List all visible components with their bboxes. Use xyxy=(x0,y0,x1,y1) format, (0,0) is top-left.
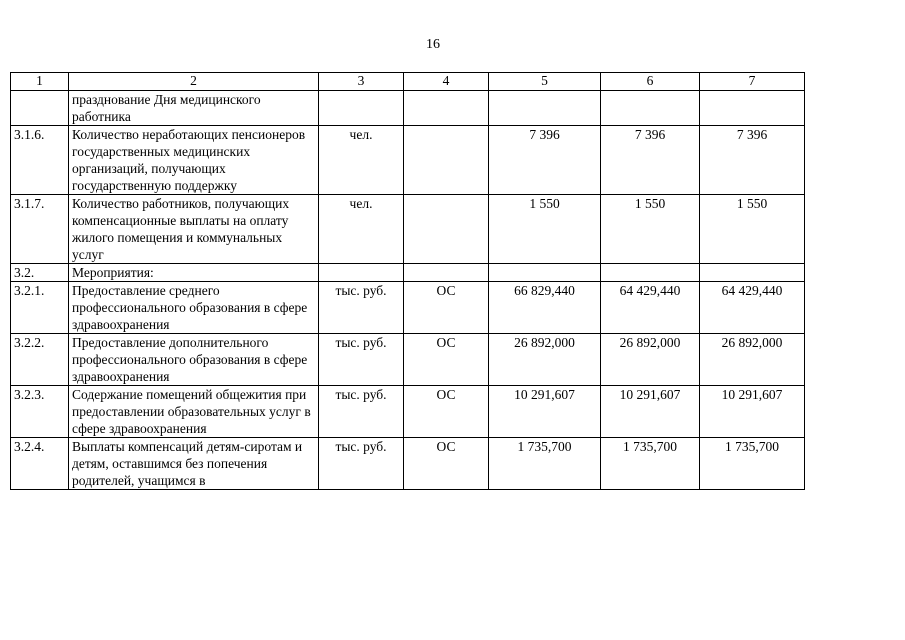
row-source: ОС xyxy=(404,438,489,490)
table-row xyxy=(11,334,805,386)
table-row xyxy=(11,438,805,490)
row-value-6 xyxy=(601,91,700,126)
row-name: Количество работников, получающих компенсационные выплаты на оплату жилого помещения и коммунальных услуг xyxy=(69,195,319,264)
row-value-7: 10 291,607 xyxy=(700,386,805,438)
header-cell: 1 xyxy=(11,73,69,91)
row-source: ОС xyxy=(404,282,489,334)
header-cell: 7 xyxy=(700,73,805,91)
row-unit: тыс. руб. xyxy=(319,282,404,334)
row-name: Выплаты компенсаций детям-сиротам и детям, оставшимся без попечения родителей, учащимся в xyxy=(69,438,319,490)
row-number: 3.2. xyxy=(11,264,69,282)
row-value-5: 26 892,000 xyxy=(489,334,601,386)
row-unit: чел. xyxy=(319,126,404,195)
row-value-5: 66 829,440 xyxy=(489,282,601,334)
row-value-5: 1 735,700 xyxy=(489,438,601,490)
row-value-7 xyxy=(700,264,805,282)
row-number: 3.1.6. xyxy=(11,126,69,195)
row-unit xyxy=(319,264,404,282)
header-cell: 6 xyxy=(601,73,700,91)
table-row xyxy=(11,126,805,195)
row-value-6: 7 396 xyxy=(601,126,700,195)
row-value-6: 10 291,607 xyxy=(601,386,700,438)
row-value-5 xyxy=(489,91,601,126)
row-name: Предоставление среднего профессионального образования в сфере здравоохранения xyxy=(69,282,319,334)
row-value-5: 1 550 xyxy=(489,195,601,264)
row-source xyxy=(404,195,489,264)
row-name: празднование Дня медицинского работника xyxy=(69,91,319,126)
header-cell: 4 xyxy=(404,73,489,91)
row-number: 3.2.4. xyxy=(11,438,69,490)
row-value-6: 1 550 xyxy=(601,195,700,264)
row-number: 3.2.2. xyxy=(11,334,69,386)
row-unit: тыс. руб. xyxy=(319,438,404,490)
table-header-row xyxy=(11,73,805,91)
row-name: Предоставление дополнительного профессионального образования в сфере здравоохранения xyxy=(69,334,319,386)
row-number: 3.1.7. xyxy=(11,195,69,264)
row-number xyxy=(11,91,69,126)
header-cell: 5 xyxy=(489,73,601,91)
row-value-7 xyxy=(700,91,805,126)
row-name: Количество неработающих пенсионеров государственных медицинских организаций, получающих государственную поддержку xyxy=(69,126,319,195)
row-value-7: 1 735,700 xyxy=(700,438,805,490)
row-source: ОС xyxy=(404,386,489,438)
row-value-5: 10 291,607 xyxy=(489,386,601,438)
row-number: 3.2.3. xyxy=(11,386,69,438)
data-table xyxy=(10,72,805,490)
row-name: Мероприятия: xyxy=(69,264,319,282)
page-number: 16 xyxy=(426,37,440,52)
row-value-5: 7 396 xyxy=(489,126,601,195)
row-value-7: 26 892,000 xyxy=(700,334,805,386)
row-value-6 xyxy=(601,264,700,282)
row-source xyxy=(404,91,489,126)
row-unit: тыс. руб. xyxy=(319,334,404,386)
table-row xyxy=(11,195,805,264)
row-value-6: 1 735,700 xyxy=(601,438,700,490)
table-row xyxy=(11,386,805,438)
table-row xyxy=(11,91,805,126)
table-row xyxy=(11,264,805,282)
row-value-6: 64 429,440 xyxy=(601,282,700,334)
row-unit xyxy=(319,91,404,126)
row-source xyxy=(404,264,489,282)
row-value-7: 1 550 xyxy=(700,195,805,264)
row-value-6: 26 892,000 xyxy=(601,334,700,386)
row-name: Содержание помещений общежития при предоставлении образовательных услуг в сфере здравоохранения xyxy=(69,386,319,438)
header-cell: 2 xyxy=(69,73,319,91)
row-number: 3.2.1. xyxy=(11,282,69,334)
row-value-5 xyxy=(489,264,601,282)
table-row xyxy=(11,282,805,334)
row-source xyxy=(404,126,489,195)
row-value-7: 64 429,440 xyxy=(700,282,805,334)
row-source: ОС xyxy=(404,334,489,386)
header-cell: 3 xyxy=(319,73,404,91)
row-unit: чел. xyxy=(319,195,404,264)
row-value-7: 7 396 xyxy=(700,126,805,195)
row-unit: тыс. руб. xyxy=(319,386,404,438)
